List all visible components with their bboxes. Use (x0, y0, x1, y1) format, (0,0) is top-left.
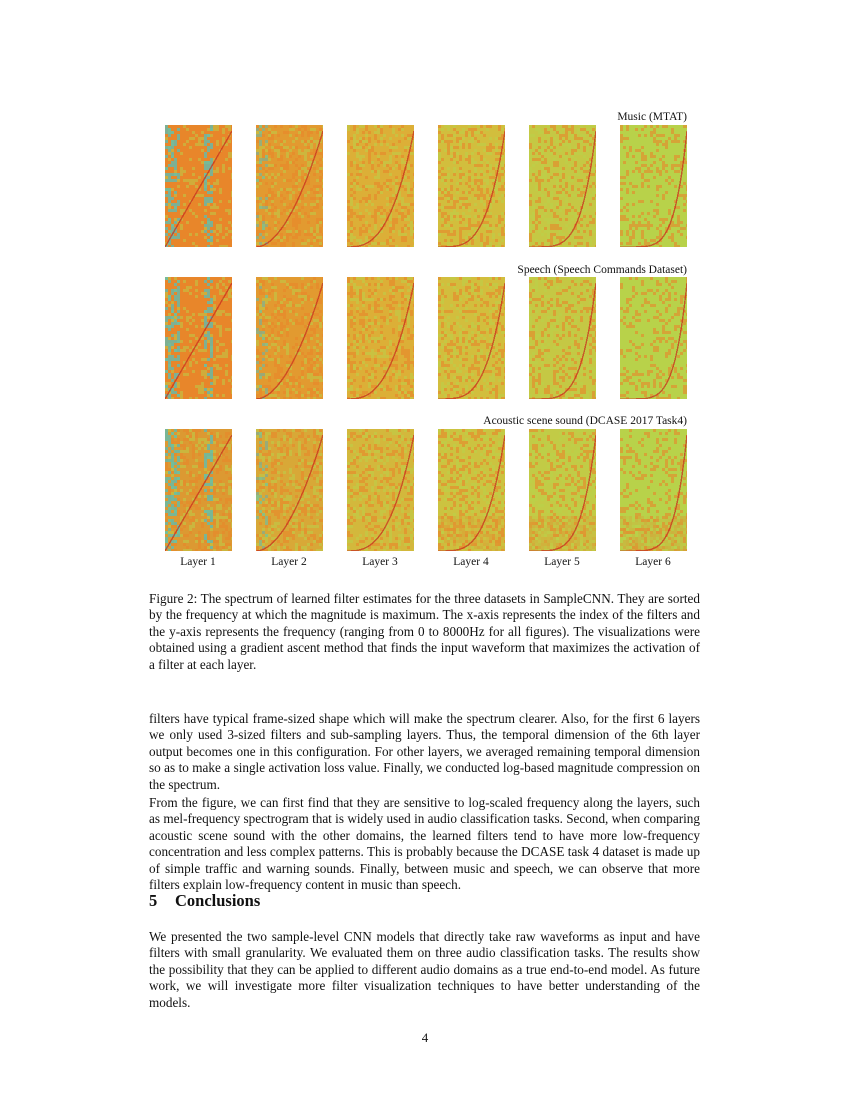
spectrum-panel-music-layer-4 (438, 125, 505, 247)
spectrum-panel-music-layer-1 (165, 125, 232, 247)
section-heading-conclusions (149, 891, 260, 911)
spectrum-panel-acoustic-layer-5 (529, 429, 596, 551)
spectrum-panel-speech-layer-2 (256, 277, 323, 399)
layer-label-4: Layer 4 (453, 556, 489, 568)
spectrum-panel-speech-layer-5 (529, 277, 596, 399)
layer-label-6: Layer 6 (635, 556, 671, 568)
spectrum-panel-acoustic-layer-2 (256, 429, 323, 551)
body-paragraph-1: filters have typical frame-sized shape which will make the spectrum clearer. Also, for the first 6 layers we only used 3-sized filters and sub-sampling layers. Thus, the temporal dimension of the 6th layer output becomes one in this configuration. For other layers, we averaged remaining temporal dimension so as to make a single activation loss value. Finally, we conducted log-based magnitude compression on the spectrum. (149, 711, 700, 792)
layer-label-2: Layer 2 (271, 556, 307, 568)
section-title: Conclusions (175, 891, 261, 910)
section-number: 5 (149, 891, 158, 910)
figure-caption: Figure 2: The spectrum of learned filter estimates for the three datasets in SampleCNN. They are sorted by the frequency at which the magnitude is maximum. The x-axis represents the index of the filters and the y-axis represents the frequency (ranging from 0 to 8000Hz for all figures). The visualizations were obtained using a gradient ascent method that finds the input waveform that maximizes the activation of a filter at each layer. (149, 591, 700, 672)
conclusions-paragraph: We presented the two sample-level CNN models that directly take raw waveforms as input and have filters with small granularity. We evaluated them on three audio classification tasks. The results show the possibility that they can be applied to different audio domains as a true end-to-end model. As future work, we will investigate more filter visualization techniques to have better understanding of the models. (149, 929, 700, 1010)
page-number: 4 (421, 1030, 429, 1045)
spectrum-panel-music-layer-6 (620, 125, 687, 247)
spectrum-panel-speech-layer-1 (165, 277, 232, 399)
spectrum-panel-acoustic-layer-6 (620, 429, 687, 551)
spectrum-panel-speech-layer-4 (438, 277, 505, 399)
row-label-speech: Speech (Speech Commands Dataset) (517, 264, 687, 276)
spectrum-panel-music-layer-3 (347, 125, 414, 247)
spectrum-panel-acoustic-layer-4 (438, 429, 505, 551)
spectrum-panel-speech-layer-6 (620, 277, 687, 399)
spectrum-panel-music-layer-2 (256, 125, 323, 247)
spectrum-panel-acoustic-layer-1 (165, 429, 232, 551)
spectrum-panel-music-layer-5 (529, 125, 596, 247)
row-label-music: Music (MTAT) (617, 111, 687, 123)
layer-label-1: Layer 1 (180, 556, 216, 568)
layer-label-3: Layer 3 (362, 556, 398, 568)
row-label-acoustic: Acoustic scene sound (DCASE 2017 Task4) (483, 415, 687, 427)
spectrum-panel-speech-layer-3 (347, 277, 414, 399)
body-paragraph-2: From the figure, we can first find that they are sensitive to log-scaled frequency along the layers, such as mel-frequency spectrogram that is widely used in audio classification tasks. Second, when comparing acoustic scene sound with the other domains, the learned filters tend to have more low-frequency concentration and less complex patterns. This is probably because the DCASE task 4 dataset is made up of simple traffic and warning sounds. Finally, between music and speech, we can observe that more filters explain low-frequency content in music than speech. (149, 795, 700, 893)
layer-label-5: Layer 5 (544, 556, 580, 568)
spectrum-panel-acoustic-layer-3 (347, 429, 414, 551)
